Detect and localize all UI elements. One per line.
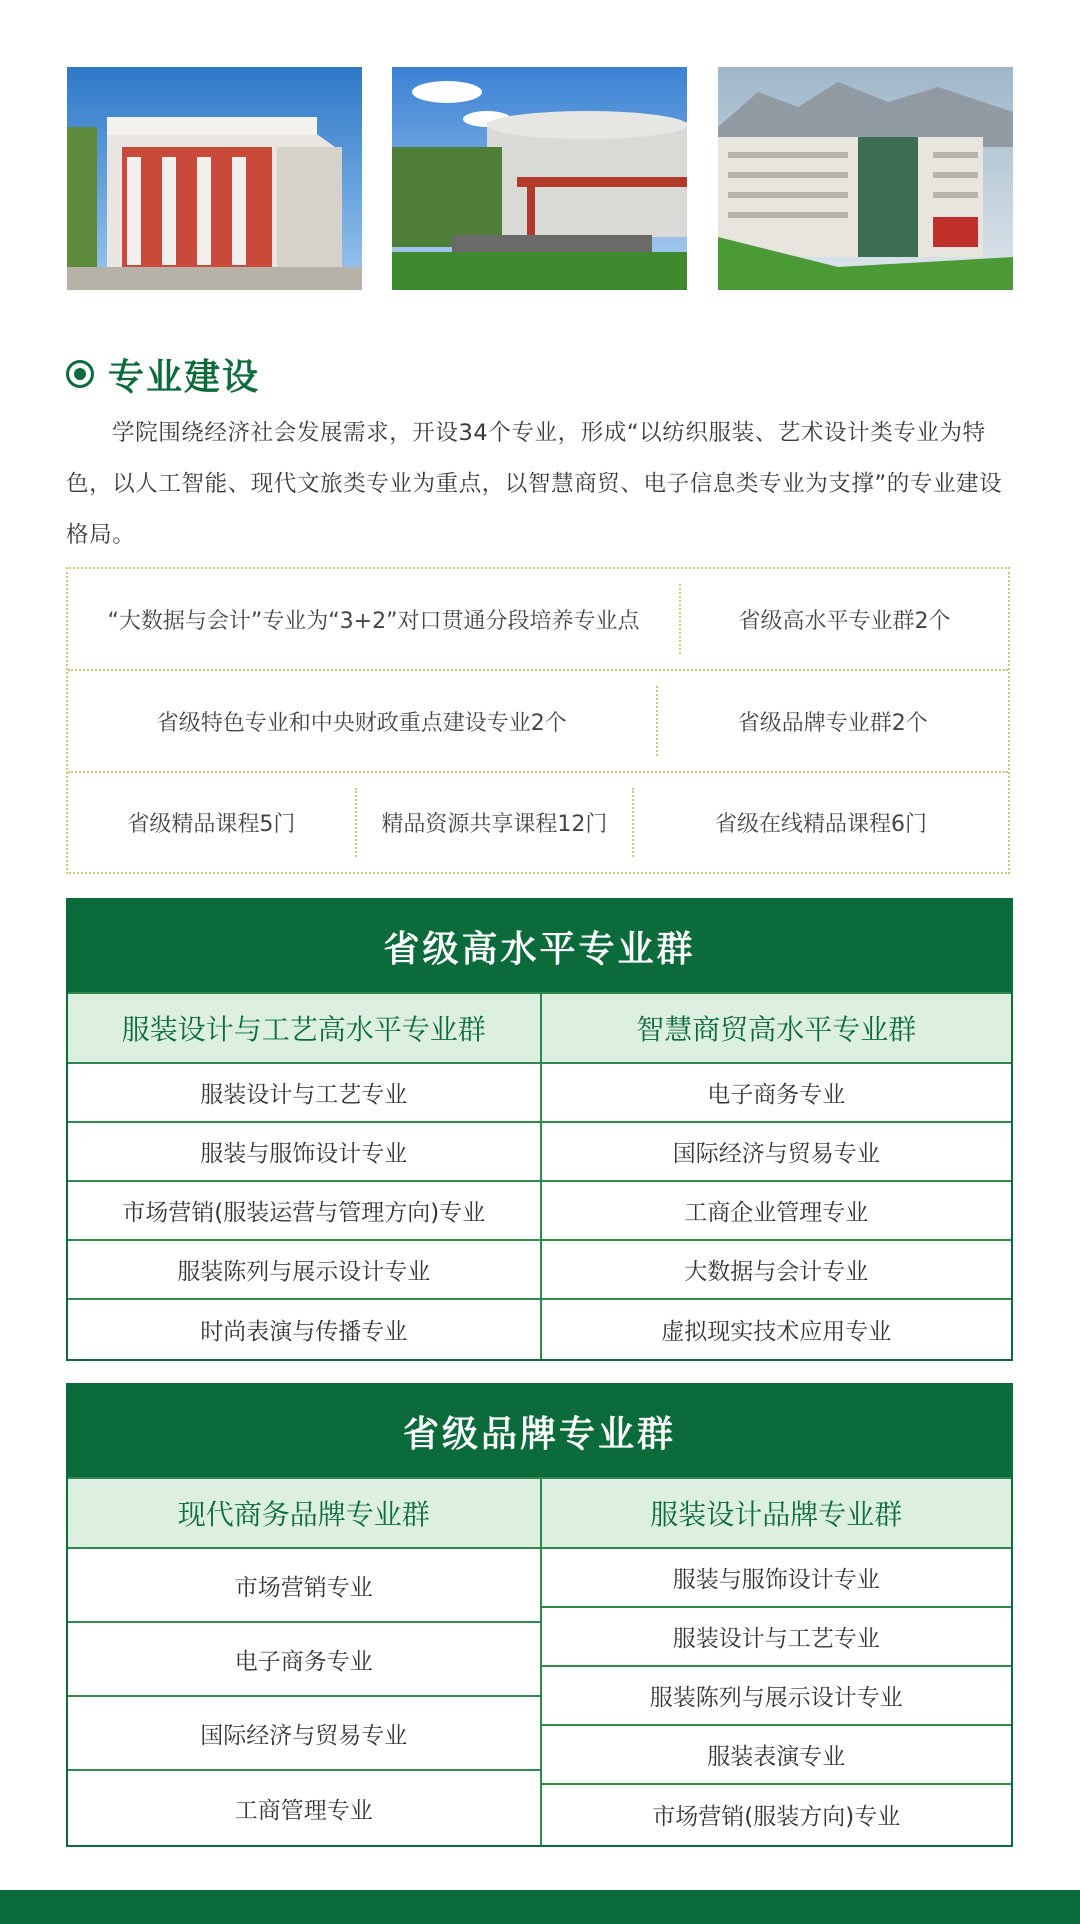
highlight-item: 精品资源共享课程12门 <box>355 788 632 857</box>
table-cell: 服装陈列与展示设计专业 <box>542 1667 1012 1726</box>
provincial-brand-group-table <box>66 1383 1013 1847</box>
highlights-row <box>68 671 1008 773</box>
table-cell: 市场营销专业 <box>68 1549 540 1623</box>
column-header: 智慧商贸高水平专业群 <box>542 992 1012 1064</box>
table-cell: 服装陈列与展示设计专业 <box>68 1241 540 1300</box>
table-cell: 工商管理专业 <box>234 1797 373 1824</box>
table-cell: 服装设计与工艺专业 <box>542 1608 1012 1667</box>
column-header: 服装设计与工艺高水平专业群 <box>68 992 540 1064</box>
highlights-row <box>68 773 1008 872</box>
footer-bar <box>0 1890 1080 1924</box>
table-cell: 虚拟现实技术应用专业 <box>661 1319 892 1345</box>
campus-photos <box>67 67 1013 290</box>
group-title: 省级高水平专业群 <box>68 900 1011 992</box>
group-column <box>540 1477 1012 1845</box>
column-header: 现代商务品牌专业群 <box>68 1477 540 1549</box>
column-header: 服装设计品牌专业群 <box>542 1477 1012 1549</box>
table-cell: 时尚表演与传播专业 <box>200 1319 408 1345</box>
table-cell: 服装表演专业 <box>542 1726 1012 1785</box>
table-cell: 国际经济与贸易专业 <box>68 1697 540 1771</box>
target-circle-icon <box>66 360 94 388</box>
group-title: 省级品牌专业群 <box>68 1385 1011 1477</box>
campus-office-building-photo <box>718 67 1013 290</box>
highlight-item: 省级品牌专业群2个 <box>656 686 1009 756</box>
highlight-item: “大数据与会计”专业为“3+2”对口贯通分段培养专业点 <box>107 608 640 634</box>
table-cell: 市场营销(服装方向)专业 <box>652 1804 901 1830</box>
group-column <box>68 992 540 1359</box>
section-heading <box>66 350 260 398</box>
group-column <box>540 992 1012 1359</box>
table-cell: 市场营销(服装运营与管理方向)专业 <box>68 1182 540 1241</box>
highlight-item: 省级特色专业和中央财政重点建设专业2个 <box>156 710 567 736</box>
highlights-row <box>68 569 1008 671</box>
table-cell: 国际经济与贸易专业 <box>542 1123 1012 1182</box>
group-column <box>68 1477 540 1845</box>
section-title: 专业建设 <box>108 356 261 398</box>
highlight-item: 省级精品课程5门 <box>127 811 296 837</box>
table-cell: 电子商务专业 <box>68 1623 540 1697</box>
campus-round-hall-photo <box>392 67 687 290</box>
table-cell: 服装与服饰设计专业 <box>542 1549 1012 1608</box>
table-cell: 服装与服饰设计专业 <box>68 1123 540 1182</box>
campus-building-photo <box>67 67 362 290</box>
provincial-high-level-group-table <box>66 898 1013 1361</box>
highlight-item: 省级高水平专业群2个 <box>679 584 1008 654</box>
table-cell: 服装设计与工艺专业 <box>68 1064 540 1123</box>
table-cell: 大数据与会计专业 <box>542 1241 1012 1300</box>
table-cell: 工商企业管理专业 <box>542 1182 1012 1241</box>
highlight-item: 省级在线精品课程6门 <box>632 788 1008 857</box>
highlights-box <box>66 567 1010 874</box>
intro-paragraph: 学院围绕经济社会发展需求，开设34个专业，形成“以纺织服装、艺术设计类专业为特色，以人工智能、现代文旅类专业为重点，以智慧商贸、电子信息类专业为支撑”的专业建设格局。 <box>66 420 1003 548</box>
table-cell: 电子商务专业 <box>542 1064 1012 1123</box>
